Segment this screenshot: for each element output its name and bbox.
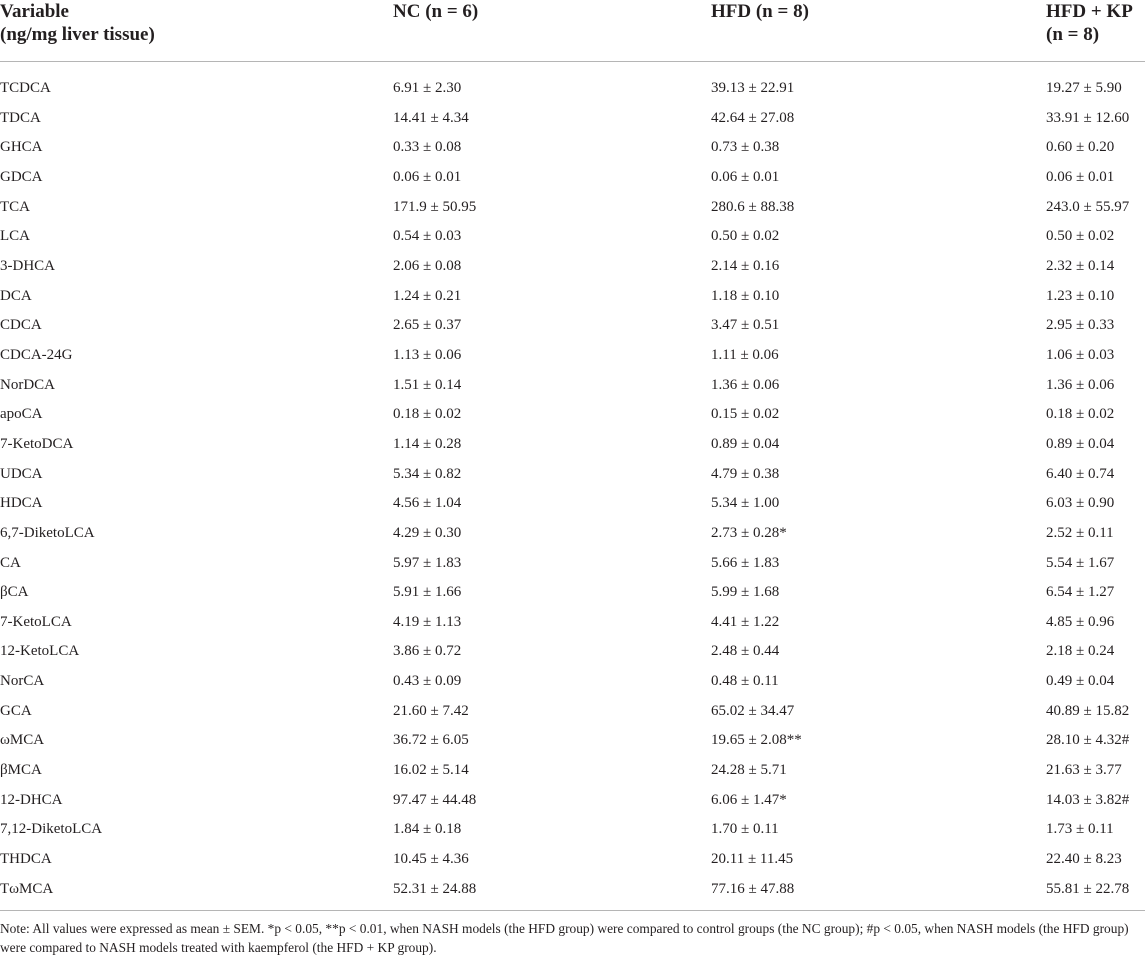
table-row (0, 460, 1145, 490)
cell-nc: 16.02 ± 5.14 (393, 762, 469, 779)
table-row (0, 282, 1145, 312)
cell-variable: NorDCA (0, 376, 55, 393)
cell-variable: βMCA (0, 762, 42, 779)
table-row (0, 430, 1145, 460)
table-row (0, 74, 1145, 104)
cell-hfd: 4.79 ± 0.38 (711, 465, 780, 482)
header-variable-line2: (ng/mg liver tissue) (0, 24, 155, 45)
table-header (0, 0, 1145, 62)
table-row (0, 371, 1145, 401)
cell-variable: TωMCA (0, 880, 54, 897)
cell-hfd-kp: 243.0 ± 55.97 (1046, 198, 1130, 215)
cell-hfd: 1.18 ± 0.10 (711, 287, 780, 304)
cell-variable: GCA (0, 702, 32, 719)
table-row (0, 667, 1145, 697)
header-hfd: HFD (n = 8) (711, 1, 809, 22)
cell-hfd-kp: 4.85 ± 0.96 (1046, 613, 1115, 630)
cell-hfd-kp: 0.60 ± 0.20 (1046, 139, 1115, 156)
cell-hfd: 0.73 ± 0.38 (711, 139, 780, 156)
cell-variable: UDCA (0, 465, 43, 482)
cell-variable: TDCA (0, 109, 41, 126)
table-row (0, 697, 1145, 727)
cell-hfd-kp: 5.54 ± 1.67 (1046, 554, 1115, 571)
table-row (0, 726, 1145, 756)
cell-hfd: 19.65 ± 2.08** (711, 732, 802, 749)
cell-nc: 0.43 ± 0.09 (393, 673, 462, 690)
cell-variable: 7-KetoDCA (0, 435, 74, 452)
cell-hfd: 0.06 ± 0.01 (711, 168, 780, 185)
cell-variable: 12-DHCA (0, 791, 63, 808)
cell-hfd-kp: 1.23 ± 0.10 (1046, 287, 1115, 304)
cell-nc: 97.47 ± 44.48 (393, 791, 477, 808)
cell-nc: 36.72 ± 6.05 (393, 732, 469, 749)
cell-hfd-kp: 0.06 ± 0.01 (1046, 168, 1115, 185)
cell-nc: 1.24 ± 0.21 (393, 287, 462, 304)
table-row (0, 637, 1145, 667)
cell-hfd: 5.99 ± 1.68 (711, 584, 780, 601)
cell-hfd-kp: 1.36 ± 0.06 (1046, 376, 1115, 393)
footer-divider (0, 910, 1145, 911)
cell-hfd: 2.48 ± 0.44 (711, 643, 780, 660)
cell-hfd: 20.11 ± 11.45 (711, 851, 794, 868)
cell-hfd: 39.13 ± 22.91 (711, 80, 795, 96)
cell-nc: 0.18 ± 0.02 (393, 406, 462, 423)
cell-variable: 7,12-DiketoLCA (0, 821, 103, 838)
cell-nc: 4.19 ± 1.13 (393, 613, 462, 630)
cell-nc: 4.56 ± 1.04 (393, 495, 462, 512)
cell-nc: 10.45 ± 4.36 (393, 851, 469, 868)
table-row (0, 756, 1145, 786)
table-row (0, 133, 1145, 163)
cell-hfd-kp: 6.40 ± 0.74 (1046, 465, 1115, 482)
cell-hfd: 77.16 ± 47.88 (711, 880, 795, 897)
cell-variable: LCA (0, 228, 30, 245)
cell-nc: 171.9 ± 50.95 (393, 198, 477, 215)
header-variable (0, 0, 155, 46)
cell-nc: 1.13 ± 0.06 (393, 346, 462, 363)
table-row (0, 341, 1145, 371)
cell-variable: TCA (0, 198, 30, 215)
cell-variable: CDCA (0, 317, 42, 334)
cell-hfd-kp: 0.89 ± 0.04 (1046, 435, 1115, 452)
cell-variable: TCDCA (0, 80, 51, 96)
cell-nc: 5.97 ± 1.83 (393, 554, 462, 571)
table-row (0, 519, 1145, 549)
cell-nc: 52.31 ± 24.88 (393, 880, 477, 897)
cell-nc: 0.54 ± 0.03 (393, 228, 462, 245)
cell-variable: GHCA (0, 139, 43, 156)
cell-variable: DCA (0, 287, 32, 304)
cell-variable: 6,7-DiketoLCA (0, 524, 95, 541)
header-hfd-kp-line1: HFD + KP (1046, 1, 1133, 22)
cell-hfd: 65.02 ± 34.47 (711, 702, 795, 719)
cell-nc: 1.14 ± 0.28 (393, 435, 462, 452)
cell-hfd: 42.64 ± 27.08 (711, 109, 795, 126)
cell-nc: 21.60 ± 7.42 (393, 702, 469, 719)
table-row (0, 578, 1145, 608)
cell-hfd-kp: 14.03 ± 3.82# (1046, 791, 1130, 808)
cell-hfd: 6.06 ± 1.47* (711, 791, 787, 808)
header-hfd-kp-line2: (n = 8) (1046, 24, 1100, 45)
table-row (0, 400, 1145, 430)
cell-hfd: 0.15 ± 0.02 (711, 406, 780, 423)
cell-hfd-kp: 2.95 ± 0.33 (1046, 317, 1115, 334)
table-row (0, 252, 1145, 282)
cell-hfd-kp: 28.10 ± 4.32# (1046, 732, 1130, 749)
cell-variable: 7-KetoLCA (0, 613, 72, 630)
cell-hfd: 0.48 ± 0.11 (711, 673, 779, 690)
table-row (0, 845, 1145, 875)
cell-variable: ωMCA (0, 732, 45, 749)
cell-hfd: 2.14 ± 0.16 (711, 257, 780, 274)
table-row (0, 549, 1145, 579)
cell-hfd: 4.41 ± 1.22 (711, 613, 780, 630)
cell-hfd: 2.73 ± 0.28* (711, 524, 787, 541)
table-row (0, 608, 1145, 638)
cell-hfd-kp: 6.03 ± 0.90 (1046, 495, 1115, 512)
cell-nc: 3.86 ± 0.72 (393, 643, 462, 660)
cell-variable: CA (0, 554, 21, 571)
cell-hfd: 24.28 ± 5.71 (711, 762, 787, 779)
cell-variable: βCA (0, 584, 29, 601)
header-divider (0, 61, 1145, 62)
cell-hfd: 1.70 ± 0.11 (711, 821, 779, 838)
table-body (0, 74, 1145, 904)
table-row (0, 786, 1145, 816)
table-row (0, 875, 1145, 905)
cell-hfd-kp: 2.52 ± 0.11 (1046, 524, 1114, 541)
cell-hfd: 1.36 ± 0.06 (711, 376, 780, 393)
table-row (0, 104, 1145, 134)
cell-hfd-kp: 33.91 ± 12.60 (1046, 109, 1130, 126)
cell-hfd-kp: 40.89 ± 15.82 (1046, 702, 1130, 719)
cell-hfd-kp: 2.18 ± 0.24 (1046, 643, 1115, 660)
cell-variable: HDCA (0, 495, 43, 512)
cell-hfd-kp: 0.50 ± 0.02 (1046, 228, 1115, 245)
cell-hfd: 5.66 ± 1.83 (711, 554, 780, 571)
cell-nc: 1.84 ± 0.18 (393, 821, 462, 838)
cell-hfd-kp: 2.32 ± 0.14 (1046, 257, 1115, 274)
cell-nc: 1.51 ± 0.14 (393, 376, 462, 393)
cell-nc: 2.06 ± 0.08 (393, 257, 462, 274)
cell-hfd: 280.6 ± 88.38 (711, 198, 795, 215)
cell-nc: 0.06 ± 0.01 (393, 168, 462, 185)
cell-hfd: 3.47 ± 0.51 (711, 317, 780, 334)
cell-hfd-kp: 21.63 ± 3.77 (1046, 762, 1122, 779)
cell-hfd-kp: 55.81 ± 22.78 (1046, 880, 1130, 897)
cell-nc: 5.91 ± 1.66 (393, 584, 462, 601)
cell-hfd-kp: 0.18 ± 0.02 (1046, 406, 1115, 423)
cell-hfd-kp: 1.06 ± 0.03 (1046, 346, 1115, 363)
table-row (0, 311, 1145, 341)
table-row (0, 489, 1145, 519)
cell-hfd-kp: 6.54 ± 1.27 (1046, 584, 1115, 601)
table-row (0, 163, 1145, 193)
table-row (0, 222, 1145, 252)
cell-hfd: 0.89 ± 0.04 (711, 435, 780, 452)
cell-nc: 6.91 ± 2.30 (393, 80, 462, 96)
cell-variable: NorCA (0, 673, 45, 690)
cell-nc: 2.65 ± 0.37 (393, 317, 462, 334)
cell-nc: 14.41 ± 4.34 (393, 109, 469, 126)
header-hfd-kp (1046, 0, 1133, 46)
cell-hfd-kp: 1.73 ± 0.11 (1046, 821, 1114, 838)
cell-hfd: 0.50 ± 0.02 (711, 228, 780, 245)
cell-hfd-kp: 22.40 ± 8.23 (1046, 851, 1122, 868)
header-variable-line1: Variable (0, 1, 69, 22)
table-row (0, 193, 1145, 223)
cell-variable: GDCA (0, 168, 43, 185)
cell-hfd-kp: 0.49 ± 0.04 (1046, 673, 1115, 690)
header-nc: NC (n = 6) (393, 1, 479, 22)
cell-variable: apoCA (0, 406, 43, 423)
cell-variable: 12-KetoLCA (0, 643, 80, 660)
table-note: Note: All values were expressed as mean ± SEM. *p < 0.05, **p < 0.01, when NASH models (the HFD group) were compared to control groups (the NC group); #p < 0.05, when NASH models (the HFD group) were compared to NASH models treated with kaempferol (the HFD + KP group). (0, 921, 1129, 955)
cell-variable: THDCA (0, 851, 52, 868)
cell-variable: 3-DHCA (0, 257, 55, 274)
cell-nc: 4.29 ± 0.30 (393, 524, 462, 541)
cell-hfd-kp: 19.27 ± 5.90 (1046, 80, 1122, 96)
cell-hfd: 1.11 ± 0.06 (711, 346, 779, 363)
cell-variable: CDCA-24G (0, 346, 73, 363)
cell-nc: 0.33 ± 0.08 (393, 139, 462, 156)
cell-hfd: 5.34 ± 1.00 (711, 495, 780, 512)
table-row (0, 815, 1145, 845)
cell-nc: 5.34 ± 0.82 (393, 465, 462, 482)
